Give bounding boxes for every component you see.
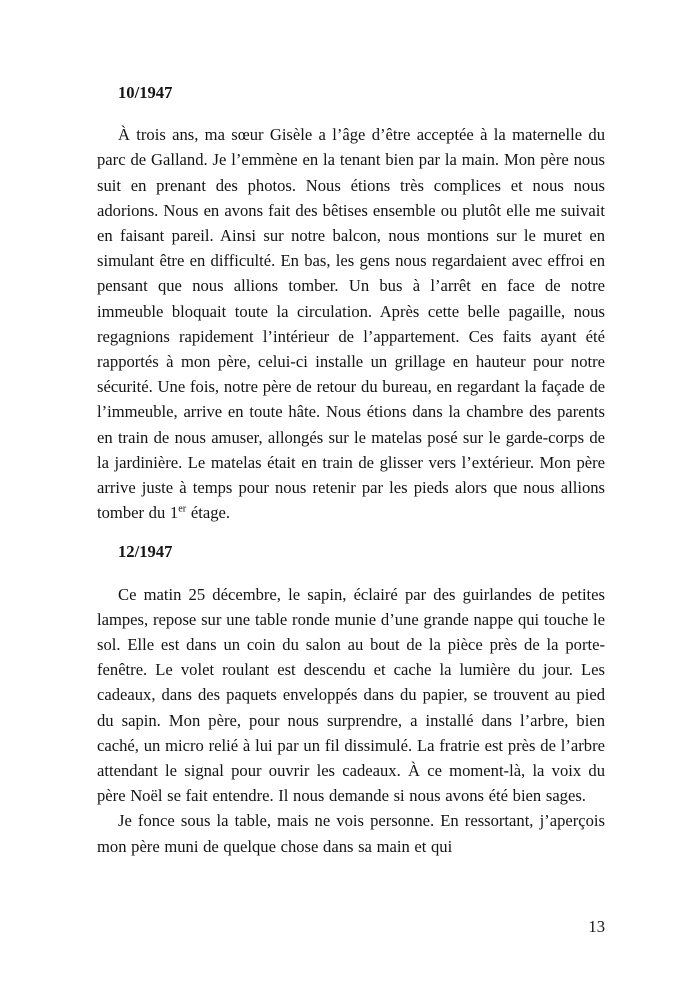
- paragraph-10-1947: [97, 122, 605, 525]
- paragraph-12-1947-first: Ce matin 25 décembre, le sapin, éclairé par des guirlandes de petites lampes, repose sur une table ronde munie d’une grande nappe qui touche le sol. Elle est dans un coin du salon au bout de la pièce près de la porte-fenêtre. Le volet roulant est descendu et cache la lumière du jour. Les cadeaux, dans des paquets enveloppés dans du papier, se trouvent au pied du sapin. Mon père, pour nous surprendre, a installé dans l’arbre, bien caché, un micro relié à lui par un fil dissimulé. La fratrie est près de l’arbre attendant le signal pour ouvrir les cadeaux. À ce moment-là, la voix du père Noël se fait entendre. Il nous demande si nous avons été bien sages.: [97, 584, 605, 806]
- ordinal-suffix-superscript: er: [178, 503, 187, 515]
- paragraph-text-tail: étage.: [186, 503, 231, 523]
- text-block: [97, 0, 605, 859]
- section-heading-12-1947: 12/1947: [118, 542, 173, 562]
- paragraph-12-1947-second: Je fonce sous la table, mais ne vois personne. En ressortant, j’aperçois mon père muni de quelque chose dans sa main et qui: [97, 811, 605, 856]
- section-heading-10-1947: 10/1947: [118, 83, 173, 102]
- paragraph-text: À trois ans, ma sœur Gisèle a l’âge d’être acceptée à la maternelle du parc de Galland. Je l’emmène en la tenant bien par la main. Mon père nous suit en prenant des photos. Nous étions très complices et nous nous adorions. Nous en avons fait des bêtises ensemble ou plutôt elle me suivait en faisant pareil. Ainsi sur notre balcon, nous montions sur le muret en simulant être en difficulté. En bas, les gens nous regardaient avec effroi en pensant que nous allions tomber. Un bus à l’arrêt en face de notre immeuble bloquait toute la circulation. Après cette belle pagaille, nous regagnions rapidement l’intérieur de l’appartement. Ces faits ayant été rapportés à mon père, celui-ci installe un grillage en hauteur pour notre sécurité. Une fois, notre père de retour du bureau, en regardant la façade de l’immeuble, arrive en toute hâte. Nous étions dans la chambre des parents en train de nous amuser, allongés sur le matelas posé sur le garde-corps de la jardinière. Le matelas était en train de glisser vers l’extérieur. Mon père arrive juste à temps pour nous retenir par les pieds alors que nous allions tomber du 1: [97, 125, 605, 523]
- page-number: 13: [588, 917, 605, 936]
